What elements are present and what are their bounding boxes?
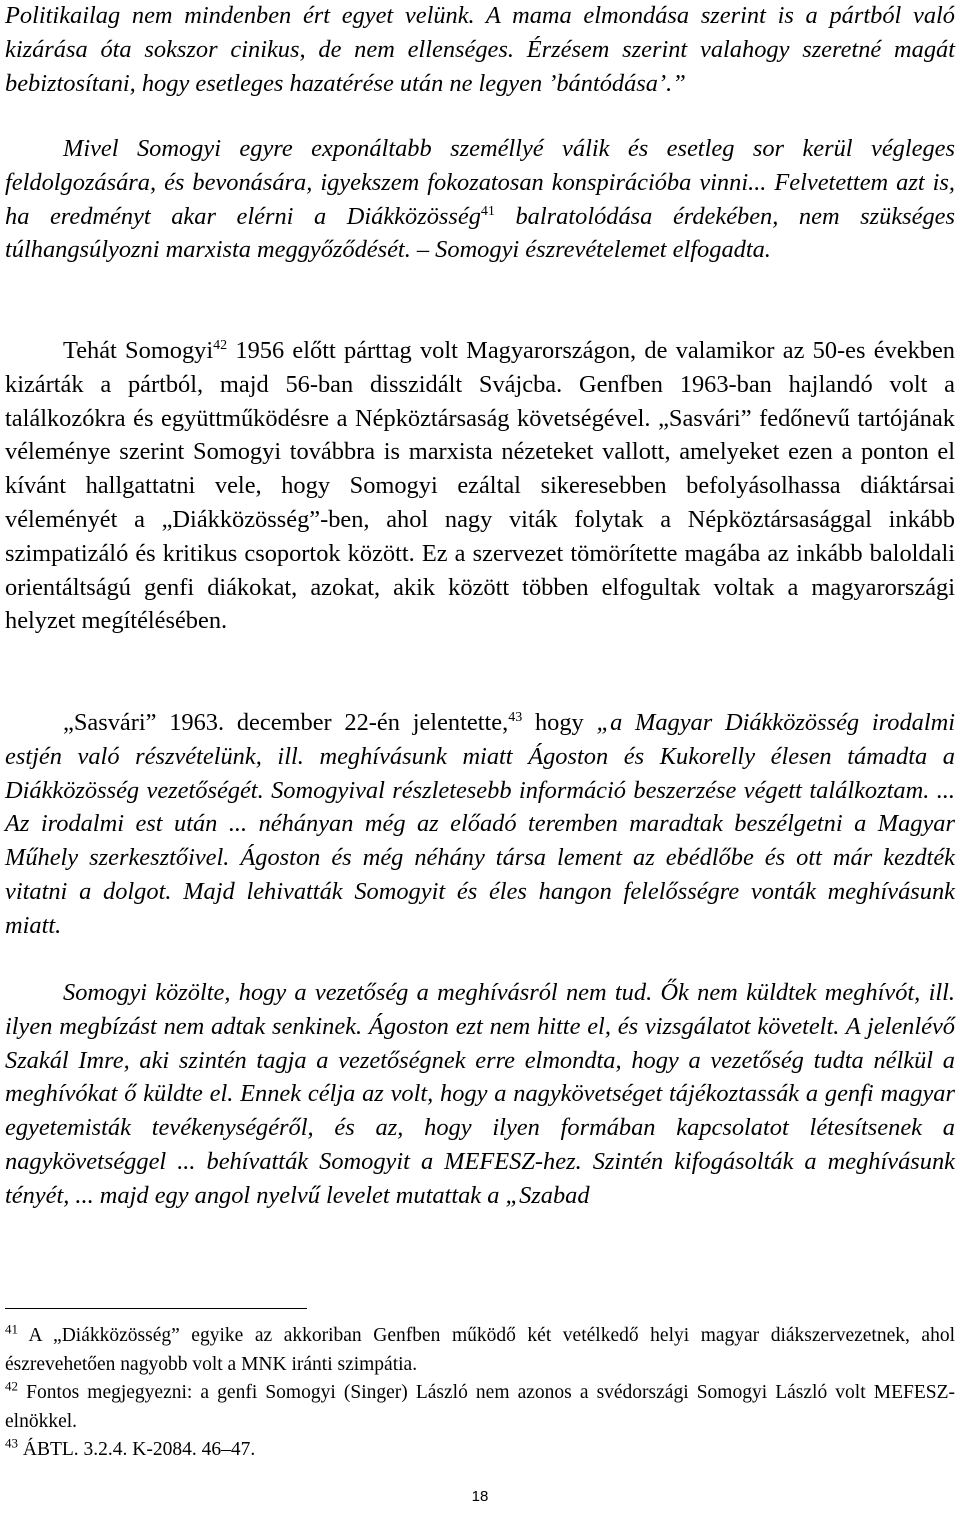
paragraph-text: „Sasvári” 1963. december 22-én jelentette, — [63, 709, 509, 736]
paragraph-report-quote-end — [5, 0, 955, 100]
footnote-42 — [5, 1379, 955, 1436]
paragraph-text: balratolódása érdekében, nem szükséges túlhangsúlyozni marxista meggyőződését. – Somogyi észrevételemet elfogadta. — [5, 202, 955, 264]
paragraph-text: Somogyi közölte, hogy a vezetőség a meghívásról nem tud. Ők nem küldtek meghívót, ill. ilyen megbízást nem adtak senkinek. Ágoston ezt nem hitte el, és vizsgálatot követelt. A jelenlévő Szakál Imre, aki szintén tagja a vezetőségnek erre elmondta, hogy a vezetőség tudta nélkül a meghívókat ő küldte el. Ennek célja az volt, hogy a nagykövetséget tájékoztassák a genfi magyar egyetemisták tevékenységéről, és az, hogy ilyen formában kapcsolatot létesítsenek a nagykövetséggel ... behívatták Somogyit a MEFESZ-hez. Szintén kifogásolták a meghívásunk tényét, ... majd egy angol nyelvű levelet mutattak a „Szabad — [5, 979, 955, 1209]
paragraph-text: „a Magyar Diákközösség irodalmi estjén való részvételünk, ill. meghívásunk miatt Ágoston és Kukorelly élesen támadta a Diákközösség vezetőségét. Somogyival részletesebb információ beszerzése végett találkoztam. ... Az irodalmi est után ... néhányan még az előadó teremben maradtak beszélgetni a Magyar Műhely szerkesztőivel. Ágoston és még néhány társa lement az ebédlőbe és ott már kezdték vitatni a dolgot. Majd lehivatták Somogyit és éles hangon felelősségre vonták meghívásunk miatt. — [5, 709, 956, 939]
footnote-ref-43[interactable]: 43 — [508, 709, 523, 725]
paragraph-sasvari-report — [5, 706, 955, 943]
footnote-ref-41[interactable]: 41 — [480, 203, 495, 219]
paragraph-text: hogy — [522, 709, 597, 736]
paragraph-text: 1956 előtt párttag volt Magyarországon, de valamikor az 50-es években kizárták a pártból, majd 56-ban disszidált Svájcba. Genfben 1963-ban hajlandó volt a találkozókra és együttműködésre a Népköztársaság követségével. „Sasvári” fedőnevű tartójának véleménye szerint Somogyi továbbra is marxista nézeteket vallott, amelyeket ezen a ponton el kívánt hallgattatni vele, hogy Somogyi ezáltal sikeresebben befolyásolhassa diáktársai véleményét a „Diákközösség”-ben, ahol nagy viták folytak a Népköztársasággal inkább szimpatizáló és kritikus csoportok között. Ez a szervezet tömörítette magába az inkább baloldali orientáltságú genfi diákokat, azokat, akik között többen elfogultak voltak a magyarországi helyzet megítélésében. — [5, 337, 955, 635]
footnote-number: 42 — [5, 1378, 18, 1394]
footnote-text: Fontos megjegyezni: a genfi Somogyi (Singer) László nem azonos a svédországi Somogyi László volt MEFESZ-elnökkel. — [5, 1382, 955, 1432]
paragraph-somogyi-exposure — [5, 132, 955, 267]
paragraph-somogyi-background — [5, 334, 955, 638]
paragraph-somogyi-statement — [5, 976, 955, 1213]
footnote-text: A „Diákközösség” egyike az akkoriban Genfben működő két vetélkedő helyi magyar diákszervezetnek, ahol észrevehetően nagyobb volt a MNK iránti szimpátia. — [5, 1325, 955, 1375]
page-number: 18 — [471, 1488, 489, 1505]
footnote-separator — [5, 1308, 307, 1309]
paragraph-text: Mivel Somogyi egyre exponáltabb személlyé válik és esetleg sor kerül végleges feldolgozására, és bevonására, igyekszem fokozatosan konspirációba vinni... Felvetettem azt is, ha eredményt akar elérni a Diákközösség — [5, 135, 955, 230]
footnote-number: 43 — [5, 1435, 18, 1451]
footnote-number: 41 — [5, 1321, 18, 1337]
footnote-43 — [5, 1436, 955, 1465]
paragraph-text: Politikailag nem mindenben ért egyet velünk. A mama elmondása szerint is a pártból való kizárása óta sokszor cinikus, de nem ellenséges. Érzésem szerint valahogy szeretné magát bebiztosítani, hogy esetleges hazatérése után ne legyen ’bántódása’.” — [5, 2, 955, 97]
footnote-41 — [5, 1322, 955, 1379]
footnote-ref-42[interactable]: 42 — [213, 337, 228, 353]
paragraph-text: Tehát Somogyi — [63, 337, 214, 364]
footnote-text: ÁBTL. 3.2.4. K-2084. 46–47. — [18, 1439, 256, 1460]
